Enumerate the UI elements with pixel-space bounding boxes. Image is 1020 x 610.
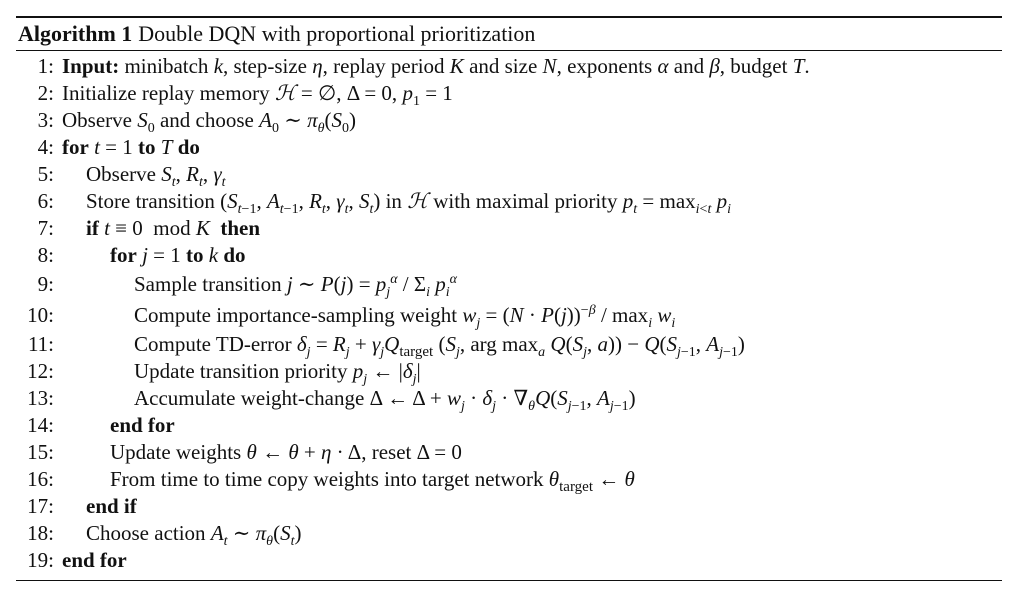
line-number: 10: (27, 303, 54, 327)
line-number: 4: (37, 135, 54, 159)
line-text: Store transition ($S_{t-1}$, $A_{t-1}$, $R_t$, $\gamma_t$, $S_t$) in ℋ with maximal priority $p_t = \max_{i<t} p_i$ (86, 189, 731, 218)
algo-line-11 (16, 331, 1002, 361)
bottom-rule (16, 580, 1002, 581)
line-number: 9: (37, 272, 54, 296)
line-text: Update transition priority $p_j$ ← $|\delta_j|$ (134, 359, 421, 388)
algo-line-14 (16, 412, 1002, 439)
algo-line-12 (16, 358, 1002, 388)
line-number: 15: (27, 440, 54, 464)
algo-line-15 (16, 439, 1002, 466)
line-text: Accumulate weight-change Δ ← $\Delta + w_j \cdot \delta_j \cdot \nabla_\theta Q(S_{j-1}$, $A_{j-1}$) (134, 386, 636, 415)
algo-line-7 (16, 215, 1002, 242)
line-text: Compute TD-error $\delta_j = R_j + \gamma_jQ_{target}$ ($S_j$, arg $\max_a Q(S_j$, $a)) - Q(S_{j-1}$, $A_{j-1}$) (134, 332, 745, 361)
line-number: 13: (27, 386, 54, 410)
line-number: 18: (27, 521, 54, 545)
line-number: 12: (27, 359, 54, 383)
line-number: 14: (27, 413, 54, 437)
line-text: for t = 1 to T do (62, 135, 200, 159)
algo-line-8 (16, 242, 1002, 269)
line-number: 7: (37, 216, 54, 240)
line-number: 6: (37, 189, 54, 213)
algo-line-18 (16, 520, 1002, 550)
algo-line-17 (16, 493, 1002, 520)
line-text: From time to time copy weights into target network $\theta_{target}$ ← θ (110, 467, 635, 496)
line-text: Update weights θ ← θ + η · Δ, reset Δ = 0 (110, 440, 462, 464)
line-text: end for (62, 548, 127, 572)
line-text: Observe $S_t$, $R_t$, $\gamma_t$ (86, 162, 226, 191)
line-number: 19: (27, 548, 54, 572)
line-number: 3: (37, 108, 54, 132)
line-number: 5: (37, 162, 54, 186)
line-text: Observe $S_0$ and choose $A_0$ ∼ $\pi_\theta(S_0)$ (62, 108, 356, 137)
line-text: Initialize replay memory ℋ = ∅, Δ = 0, $p_1 = 1$ (62, 81, 453, 110)
algo-line-16 (16, 466, 1002, 496)
line-text: end if (86, 494, 137, 518)
algo-line-3 (16, 107, 1002, 137)
algo-line-5 (16, 161, 1002, 191)
algo-line-6 (16, 188, 1002, 218)
line-number: 16: (27, 467, 54, 491)
algo-line-19 (16, 547, 1002, 574)
algorithm-body (16, 51, 1002, 580)
algo-line-13 (16, 385, 1002, 415)
algo-line-4 (16, 134, 1002, 161)
line-number: 2: (37, 81, 54, 105)
algorithm-caption (16, 18, 1002, 50)
line-text: Choose action $A_t$ ∼ $\pi_\theta(S_t)$ (86, 521, 302, 550)
line-number: 1: (37, 54, 54, 78)
line-text: Sample transition j ∼ $P(j) = p_j^\alpha / \Sigma_i$ $p_i^\alpha$ (134, 272, 457, 301)
algo-line-2 (16, 80, 1002, 110)
algo-line-10 (16, 300, 1002, 331)
line-number: 11: (27, 332, 54, 356)
line-text: end for (110, 413, 175, 437)
algo-line-1 (16, 53, 1002, 80)
line-text: for j = 1 to k do (110, 243, 246, 267)
line-number: 17: (27, 494, 54, 518)
line-text: Input: minibatch k, step-size η, replay period K and size N, exponents α and β, budget T. (62, 54, 810, 78)
line-number: 8: (37, 243, 54, 267)
algorithm-title: Double DQN with proportional prioritization (138, 21, 536, 46)
algorithm-box (16, 16, 1002, 581)
line-text: Compute importance-sampling weight $w_j = (N \cdot P(j))^{-\beta} / \max_i w_i$ (134, 303, 676, 332)
algo-line-9 (16, 269, 1002, 300)
line-text: if t ≡ 0 mod K then (86, 216, 261, 240)
algorithm-label: Algorithm 1 (18, 21, 133, 46)
